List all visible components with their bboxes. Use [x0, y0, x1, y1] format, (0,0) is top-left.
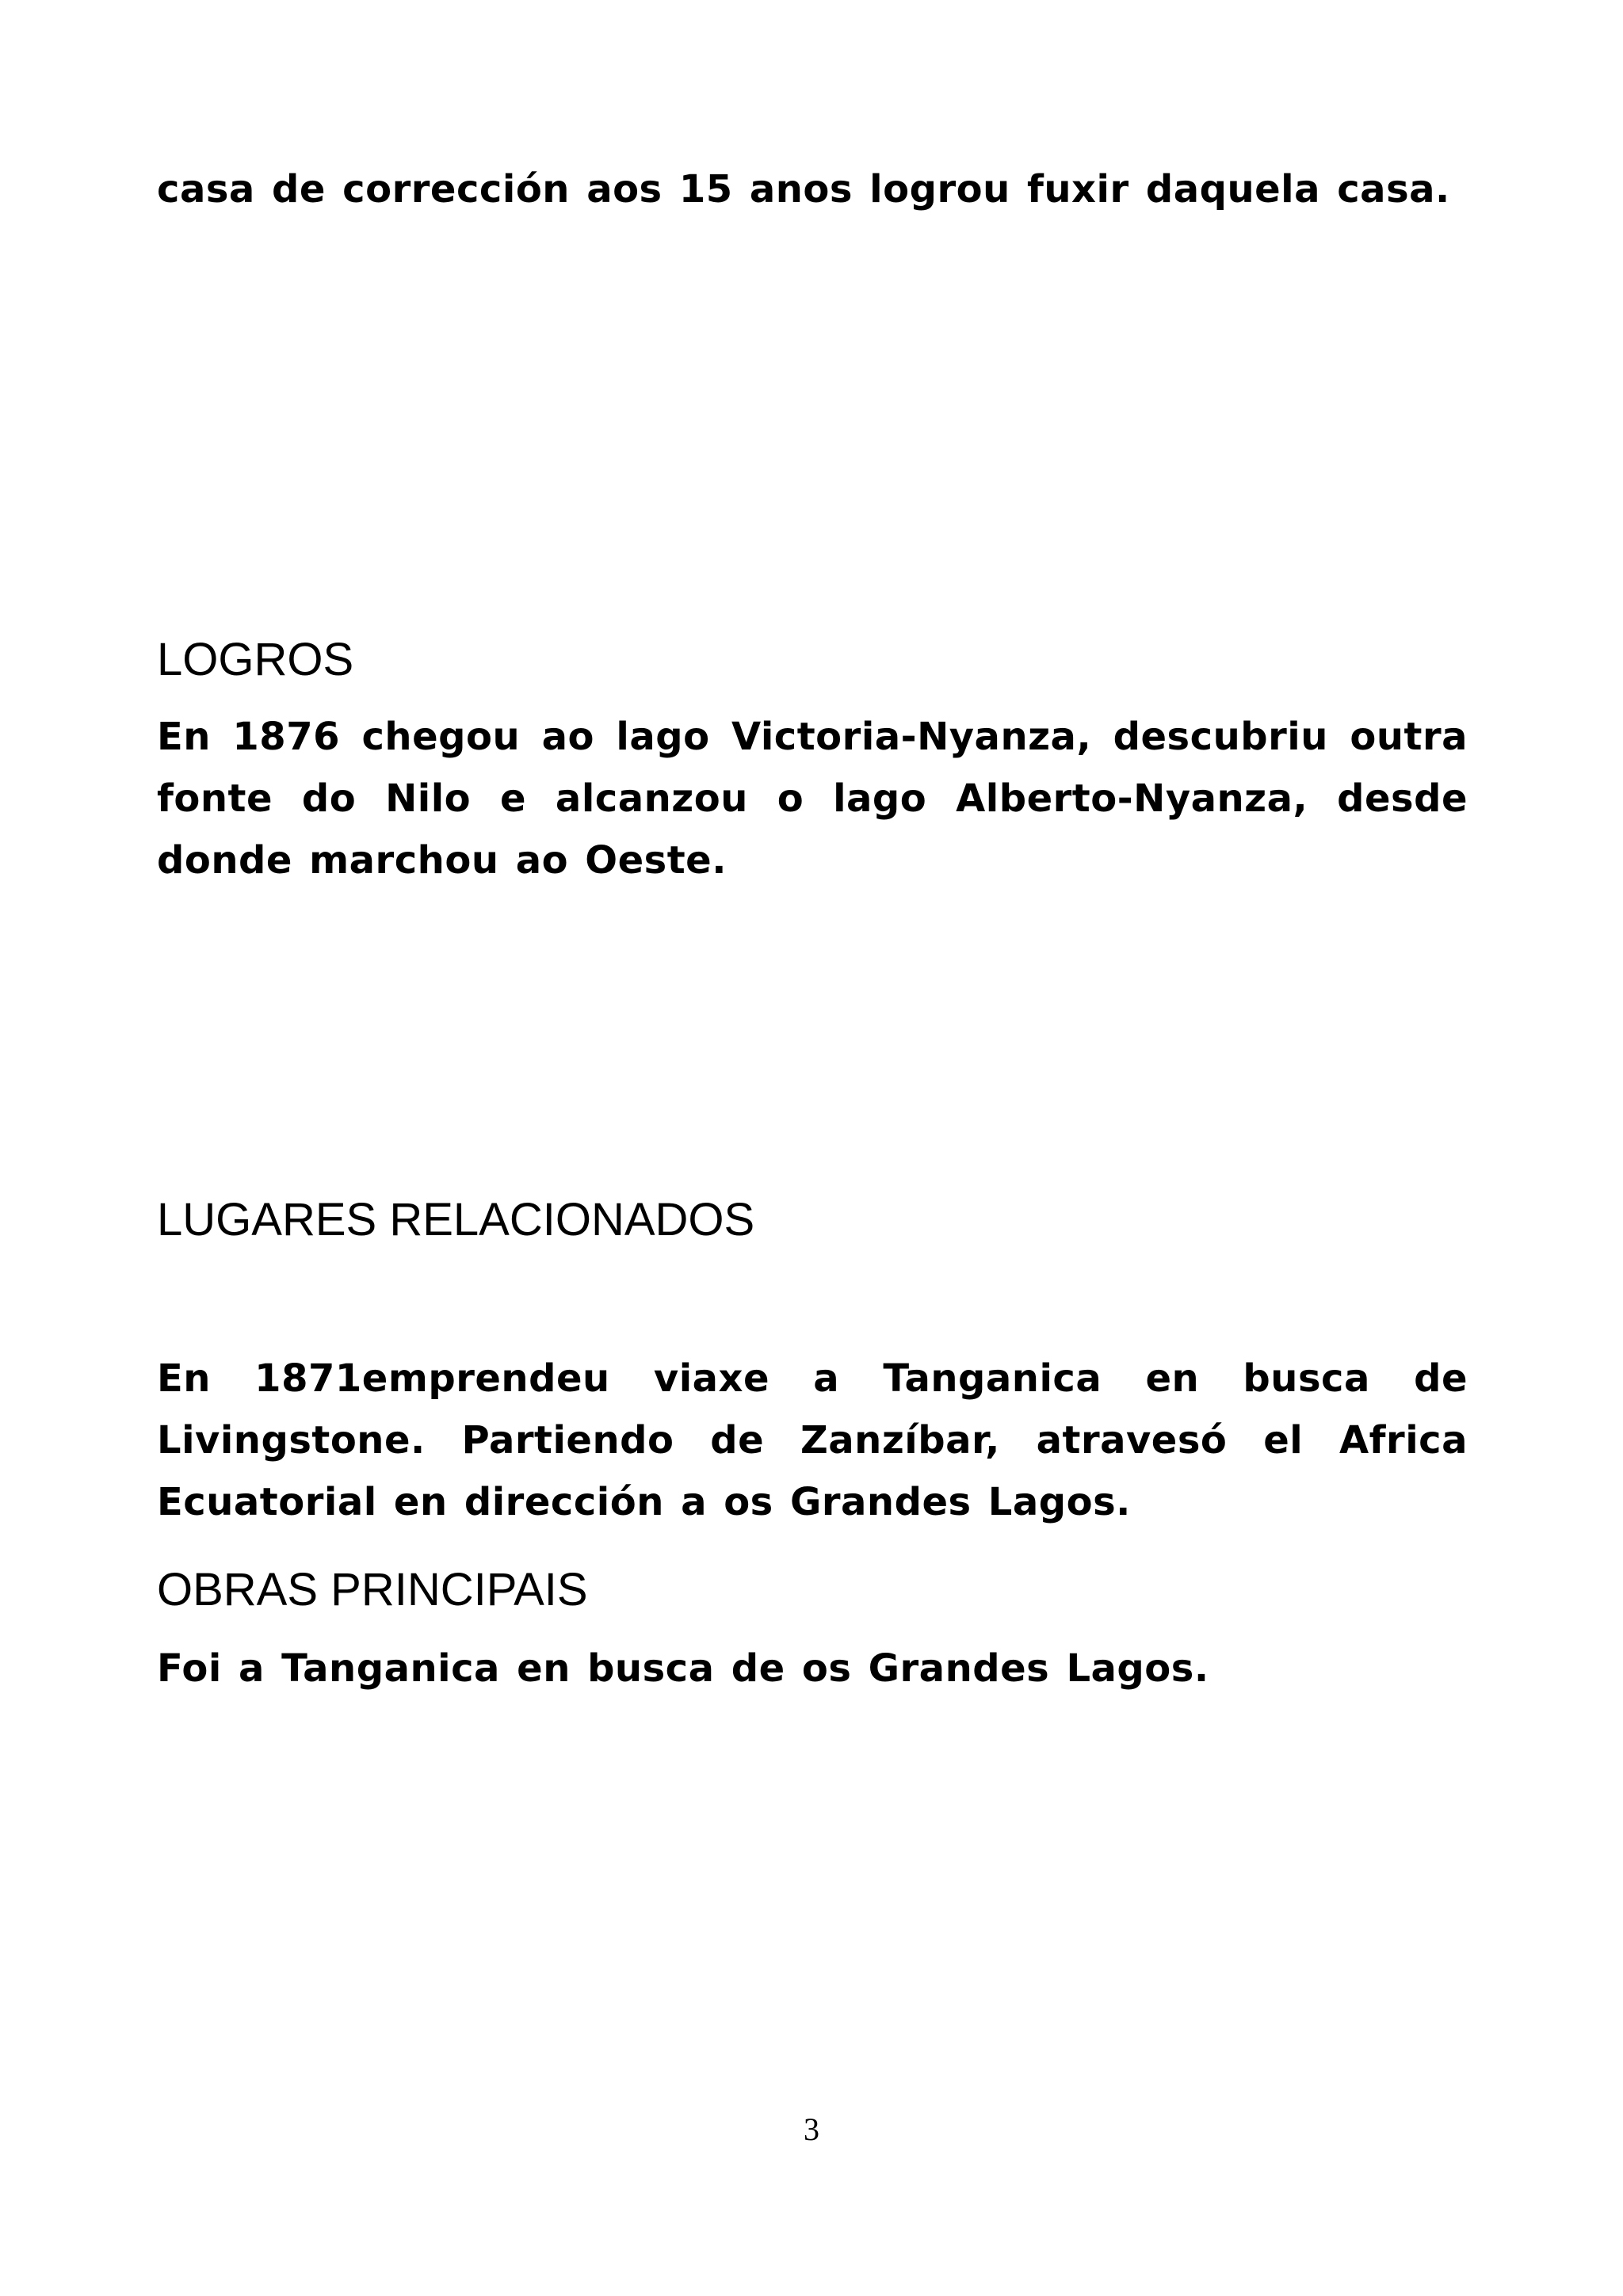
- section-body-obras-principais: Foi a Tanganica en busca de os Grandes Lagos.: [157, 1646, 1209, 1691]
- section-heading-obras-principais: OBRAS PRINCIPAIS: [157, 1564, 588, 1615]
- page-number: 3: [804, 2111, 819, 2147]
- section-heading-logros: LOGROS: [157, 634, 354, 685]
- section-body-lugares-relacionados: En 1871emprendeu viaxe a Tanganica en busca de Livingstone. Partiendo de Zanzíbar, atravesó el Africa Ecuatorial en dirección a os Grandes Lagos.: [157, 1356, 1468, 1524]
- section-heading-lugares-relacionados: LUGARES RELACIONADOS: [157, 1194, 755, 1245]
- intro-paragraph: casa de corrección aos 15 anos logrou fuxir daquela casa.: [157, 167, 1450, 212]
- section-body-logros: En 1876 chegou ao lago Victoria-Nyanza, descubriu outra fonte do Nilo e alcanzou o lago Alberto-Nyanza, desde donde marchou ao Oeste.: [157, 715, 1468, 883]
